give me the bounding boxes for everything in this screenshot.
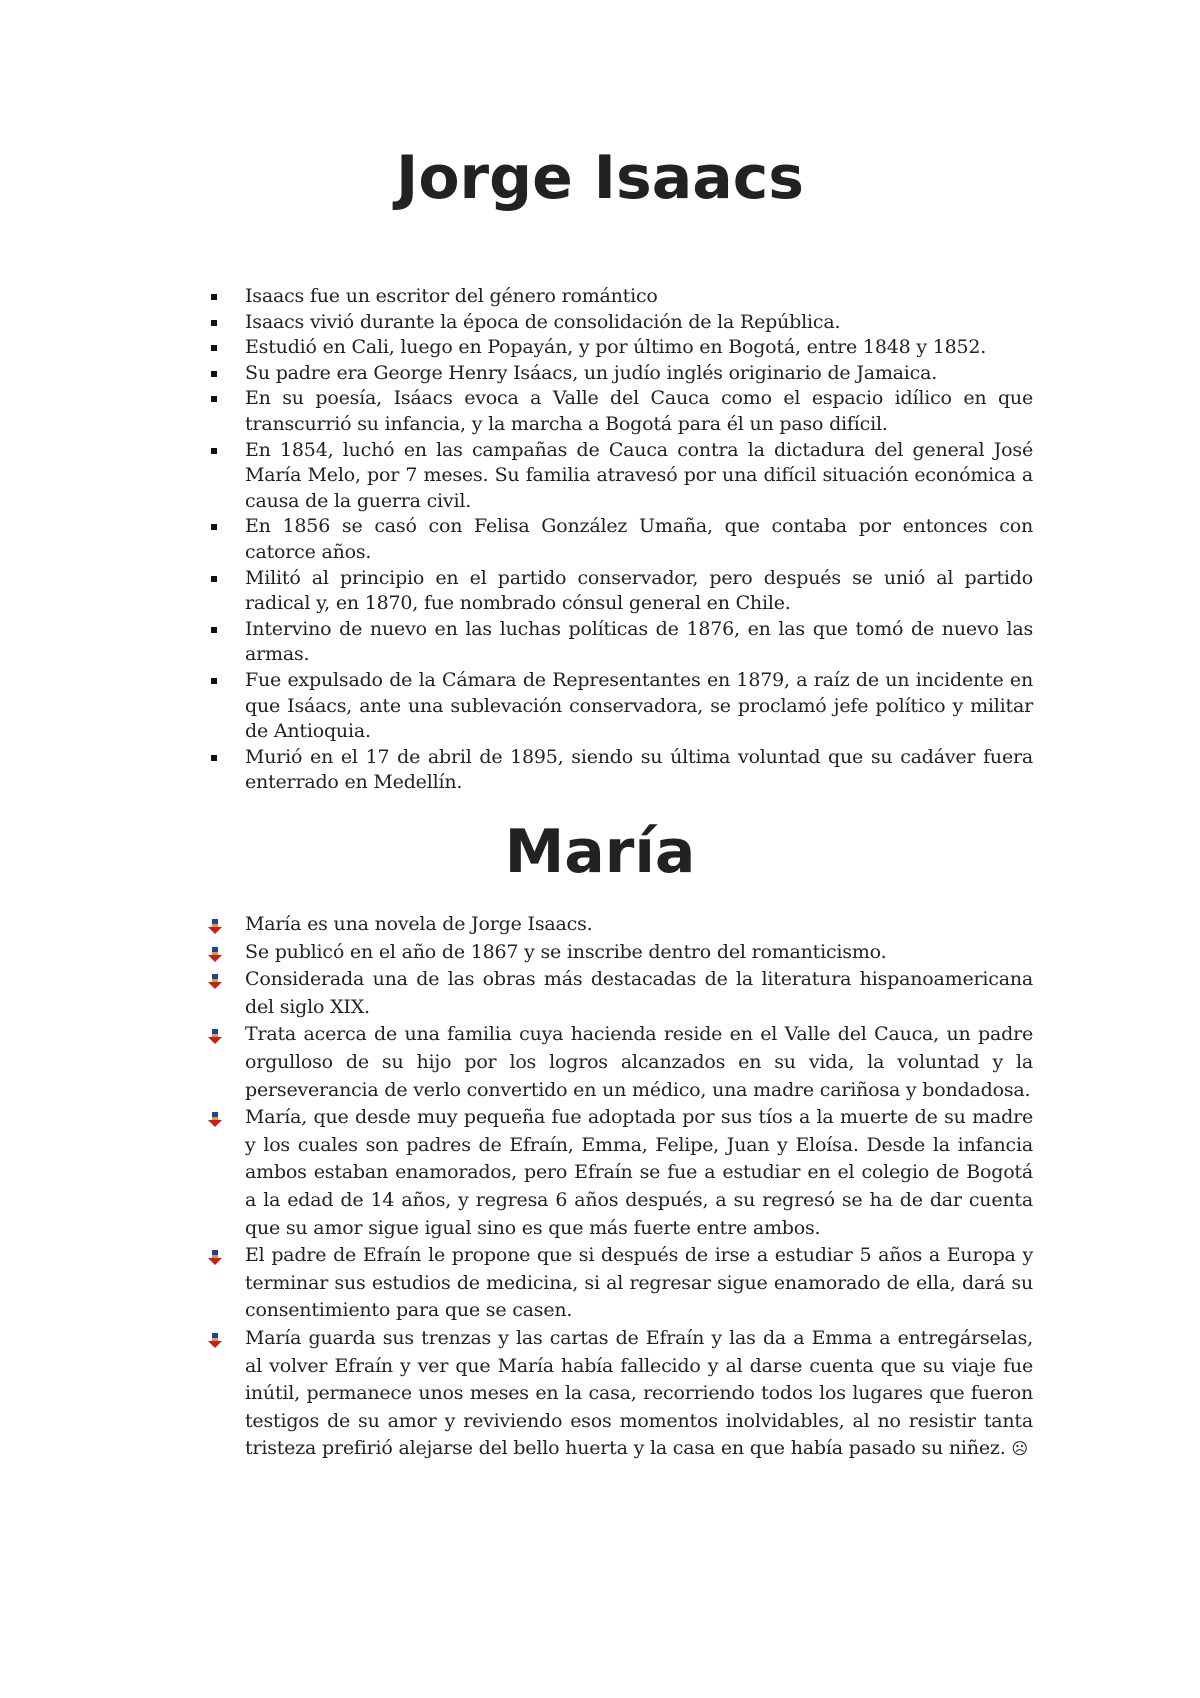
list-item: [245, 668, 1033, 745]
list-item: [245, 617, 1033, 668]
section-title-maria: María: [504, 817, 696, 887]
square-bullet-icon: [211, 320, 217, 326]
list-item-text: En 1856 se casó con Felisa González Umaña, que contaba por entonces con catorce años.: [245, 515, 1033, 563]
list-item: [245, 386, 1033, 437]
list-item-text: Considerada una de las obras más destacadas de la literatura hispanoamericana del siglo XIX.: [245, 968, 1033, 1018]
list-item-text: Murió en el 17 de abril de 1895, siendo su última voluntad que su cadáver fuera enterrado en Medellín.: [245, 745, 1033, 794]
list-item-text: Trata acerca de una familia cuya hacienda reside en el Valle del Cauca, un padre orgulloso de su hijo por los logros alcanzados en su vida, la voluntad y la perseverancia de verlo convertido en un médico, una madre cariñosa y bondadosa.: [245, 1023, 1033, 1101]
list-item-text: En su poesía, Isáacs evoca a Valle del Cauca como el espacio idílico en que transcurrió su infancia, y la marcha a Bogotá para él un paso difícil.: [245, 387, 1033, 435]
list-item: [245, 1104, 1033, 1242]
arrow-bullet-icon: [207, 1330, 223, 1346]
list-item: [245, 361, 1033, 387]
list-item: [245, 310, 1033, 336]
list-item: [245, 911, 1033, 939]
square-bullet-icon: [211, 396, 217, 402]
list-item-text: En 1854, luchó en las campañas de Cauca contra la dictadura del general José María Melo, por 7 meses. Su familia atravesó por una difícil situación económica a causa de la guerra civil.: [245, 438, 1033, 512]
list-item: [245, 335, 1033, 361]
list-item-text: Su padre era George Henry Isáacs, un judío inglés originario de Jamaica.: [245, 361, 938, 384]
list-item: [245, 1021, 1033, 1104]
list-item-text: Se publicó en el año de 1867 y se inscribe dentro del romanticismo.: [245, 940, 887, 963]
list-item: [245, 566, 1033, 617]
arrow-bullet-icon: [207, 971, 223, 987]
list-item: [245, 745, 1033, 796]
square-bullet-icon: [211, 755, 217, 761]
list-item: [245, 939, 1033, 967]
list-item: [245, 1242, 1033, 1325]
square-bullet-icon: [211, 294, 217, 300]
list-item-text: Estudió en Cali, luego en Popayán, y por último en Bogotá, entre 1848 y 1852.: [245, 336, 987, 359]
list-item-text: Isaacs vivió durante la época de consolidación de la República.: [245, 310, 841, 333]
list-item: [245, 1325, 1033, 1463]
list-item: [245, 438, 1033, 515]
list-item: [245, 284, 1033, 310]
list-item-text: María, que desde muy pequeña fue adoptada por sus tíos a la muerte de su madre y los cuales son padres de Efraín, Emma, Felipe, Juan y Eloísa. Desde la infancia ambos estaban enamorados, pero Efraín se fue a estudiar en el colegio de Bogotá a la edad de 14 años, y regresa 6 años después, a su regresó se ha de dar cuenta que su amor sigue igual sino es que más fuerte entre ambos.: [245, 1106, 1033, 1239]
list-item-text: María guarda sus trenzas y las cartas de Efraín y las da a Emma a entregárselas, al volver Efraín y ver que María había fallecido y al darse cuenta que su viaje fue inútil, permanece unos meses en la casa, recorriendo todos los lugares que fueron testigos de su amor y reviviendo esos momentos inolvidables, al no resistir tanta tristeza prefirió alejarse del bello huerta y la casa en que había pasado su niñez.: [245, 1326, 1033, 1460]
arrow-bullet-icon: [207, 1026, 223, 1042]
list-item-text: Fue expulsado de la Cámara de Representantes en 1879, a raíz de un incidente en que Isáacs, ante una sublevación conservadora, se proclamó jefe político y militar de Antioquia.: [245, 668, 1033, 743]
section-title-jorge-isaacs: Jorge Isaacs: [396, 143, 804, 213]
list-item: [245, 966, 1033, 1021]
square-bullet-icon: [211, 576, 217, 582]
arrow-bullet-icon: [207, 916, 223, 932]
list-item-text: El padre de Efraín le propone que si después de irse a estudiar 5 años a Europa y terminar sus estudios de medicina, si al regresar sigue enamorado de ella, dará su consentimiento para que se casen.: [245, 1244, 1033, 1322]
square-bullet-icon: [211, 448, 217, 454]
square-bullet-icon: [211, 524, 217, 530]
maria-bullet-list: [245, 911, 1033, 1463]
sad-face-icon: ☹: [1011, 1439, 1028, 1459]
square-bullet-icon: [211, 371, 217, 377]
square-bullet-icon: [211, 678, 217, 684]
arrow-bullet-icon: [207, 1247, 223, 1263]
list-item: [245, 514, 1033, 565]
square-bullet-icon: [211, 627, 217, 633]
arrow-bullet-icon: [207, 944, 223, 960]
square-bullet-icon: [211, 345, 217, 351]
list-item-text: Militó al principio en el partido conservador, pero después se unió al partido radical y, en 1870, fue nombrado cónsul general en Chile.: [245, 566, 1033, 615]
list-item-text: Isaacs fue un escritor del género romántico: [245, 285, 658, 307]
list-item-text: Intervino de nuevo en las luchas políticas de 1876, en las que tomó de nuevo las armas.: [245, 617, 1033, 666]
arrow-bullet-icon: [207, 1109, 223, 1125]
jorge-isaacs-bullet-list: [245, 284, 1033, 796]
list-item-text: María es una novela de Jorge Isaacs.: [245, 913, 593, 935]
